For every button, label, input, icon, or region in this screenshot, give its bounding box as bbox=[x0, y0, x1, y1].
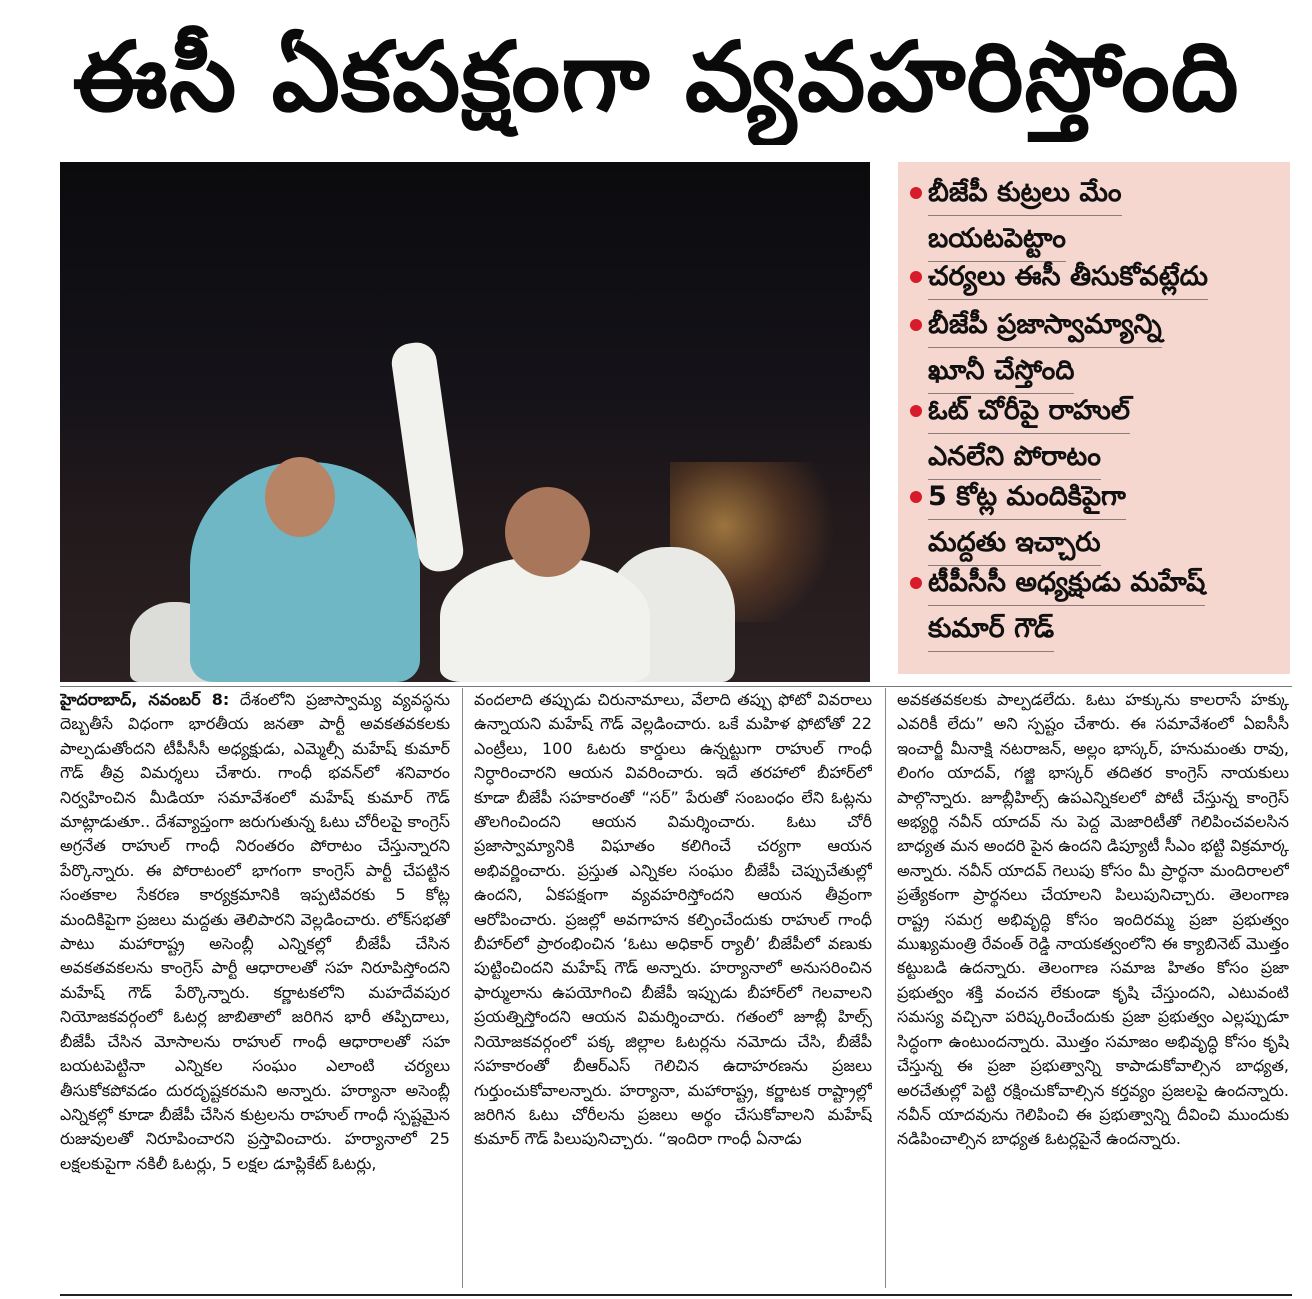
bullet-icon bbox=[910, 491, 922, 503]
bullet-icon bbox=[910, 271, 922, 283]
column-divider bbox=[462, 688, 463, 1288]
bullet-icon bbox=[910, 319, 922, 331]
highlight-line: మద్దతు ఇచ్చారు bbox=[928, 520, 1101, 566]
bottom-divider bbox=[60, 1294, 1292, 1296]
dateline: హైదరాబాద్, నవంబర్ 8: bbox=[60, 690, 230, 709]
figure-center-man-head bbox=[505, 487, 590, 577]
highlight-line: ఓట్ చోరీపై రాహుల్ bbox=[928, 388, 1130, 434]
highlight-line: బీజేపీ ప్రజాస్వామ్యాన్ని bbox=[928, 302, 1162, 348]
bullet-icon bbox=[910, 187, 922, 199]
highlight-line: బీజేపీ కుట్రలు మేం bbox=[928, 170, 1122, 216]
highlight-item bbox=[928, 302, 1278, 394]
highlight-item bbox=[928, 560, 1278, 652]
article-column-3 bbox=[897, 688, 1289, 1284]
figure-woman-head bbox=[265, 457, 335, 537]
column-divider bbox=[885, 688, 886, 1288]
highlight-line: చర్యలు ఈసీ తీసుకోవట్లేదు bbox=[928, 254, 1208, 300]
article-text-2: వందలాది తప్పుడు చిరునామాలు, వేలాది తప్పు ఫోటో వివరాలు ఉన్నాయని మహేష్ గౌడ్ వెల్లడించారు. ఒకే మహిళ ఫోటోతో 22 ఎంట్రీలు, 100 ఓటరు కార్డులు ఉన్నట్టుగా రాహుల్ గాంధీ నిర్ధారించారని ఆయన వివరించారు. ఇదే తరహాలో బీహార్‌లో కూడా బీజేపీ సహకారంతో “సర్” పేరుతో సంబంధం లేని ఓట్లను తొలగించిందని ఆయన విమర్శించారు. ఓటు చోరీ ప్రజాస్వామ్యానికి విఘాతం కలిగించే చర్యగా ఆయన అభివర్ణించారు. ప్రస్తుత ఎన్నికల సంఘం బీజేపీ చెప్పుచేతుల్లో ఉందని, ఏకపక్షంగా వ్యవహరిస్తోందని ఆయన తీవ్రంగా ఆరోపించారు. ప్రజల్లో అవగాహన కల్పించేందుకు రాహుల్ గాంధీ బీహార్‌లో ప్రారంభించిన ‘ఓటు అధికార్ ర్యాలీ’ బీజేపీలో వణుకు పుట్టించిందని మహేష్ గౌడ్ అన్నారు. హర్యానాలో అనుసరించిన ఫార్ములాను ఉపయోగించి బీజేపీ ఇప్పుడు బీహార్‌లో గెలవాలని ప్రయత్నిస్తోందని ఆయన విమర్శించారు. గతంలో జూబ్లీ హిల్స్ నియోజకవర్గంలో పక్క జిల్లాల ఓటర్లను నమోదు చేసి, బీజేపీ సహకారంతో బీఆర్ఎస్ గెలిచిన ఉదాహరణను ప్రజలు గుర్తుంచుకోవాలన్నారు. హర్యానా, మహారాష్ట్ర, కర్ణాటక రాష్ట్రాల్లో జరిగిన ఓటు చోరీలను ప్రజలు అర్థం చేసుకోవాలని మహేష్ కుమార్ గౌడ్ పిలుపునిచ్చారు. “ఇందిరా గాంధీ ఏనాడు bbox=[474, 690, 872, 1149]
top-divider bbox=[60, 686, 1292, 687]
highlight-item bbox=[928, 254, 1278, 300]
highlight-line: ఎనలేని పోరాటం bbox=[928, 434, 1101, 480]
highlight-line: 5 కోట్ల మందికిపైగా bbox=[928, 474, 1126, 520]
highlight-line: టీపీసీసీ అధ్యక్షుడు మహేష్ bbox=[928, 560, 1205, 606]
news-photo bbox=[60, 162, 870, 682]
highlight-line: కుమార్ గౌడ్ bbox=[928, 606, 1054, 652]
highlight-item bbox=[928, 474, 1278, 566]
highlight-item bbox=[928, 388, 1278, 480]
article-text-3: అవకతవకలకు పాల్పడలేదు. ఓటు హక్కును కాలరాసే హక్కు ఎవరికీ లేదు” అని స్పష్టం చేశారు. ఈ సమావేశంలో ఏఐసీసీ ఇంచార్జీ మీనాక్షి నటరాజన్, అల్లం భాస్కర్, హనుమంతు రావు, లింగం యాదవ్, గజ్జి భాస్కర్ తదితర కాంగ్రెస్ నాయకులు పాల్గొన్నారు. జూబ్లీహిల్స్ ఉపఎన్నికలలో పోటీ చేస్తున్న కాంగ్రెస్ అభ్యర్థి నవీన్ యాదవ్ ను పెద్ద మెజారిటీతో గెలిపించవలసిన బాధ్యత మన అందరి పైన ఉందని డిప్యూటీ సీఎం భట్టి విక్రమార్క అన్నారు. నవీన్ యాదవ్ గెలుపు కోసం మీ ప్రార్థనా మందిరాలలో ప్రత్యేకంగా ప్రార్థనలు చేయాలని పిలుపునిచ్చారు. తెలంగాణ రాష్ట్ర సమగ్ర అభివృద్ధి కోసం ఇందిరమ్మ ప్రజా ప్రభుత్వం ముఖ్యమంత్రి రేవంత్ రెడ్డి నాయకత్వంలోని ఈ క్యాబినెట్ మొత్తం కట్టుబడి ఉదన్నారు. తెలంగాణ సమాజ హితం కోసం ప్రజా ప్రభుత్వం శక్తి వంచన లేకుండా కృషి చేస్తుందని, ఎటువంటి సమస్య వచ్చినా పరిష్కరించేందుకు ప్రజా ప్రభుత్వం ఎల్లప్పుడూ సిద్ధంగా ఉంటుందన్నారు. మొత్తం సమాజం అభివృద్ధి కోసం కృషి చేస్తున్న ఈ ప్రజా ప్రభుత్వాన్ని కాపాడుకోవాల్సిన బాధ్యత, అరచేతుల్లో పెట్టి రక్షించుకోవాల్సిన కర్తవ్యం ప్రజలపై ఉందన్నారు. నవీన్ యాదవును గెలిపించి ఈ ప్రభుత్వాన్ని దీవించి ముందుకు నడిపించాల్సిన బాధ్యత ఓటర్లపైనే ఉందన్నారు. bbox=[897, 690, 1289, 1149]
article-text-1: దేశంలోని ప్రజాస్వామ్య వ్యవస్థను దెబ్బతీసే విధంగా భారతీయ జనతా పార్టీ అవకతవకలకు పాల్పడుతోందని టీపీసీసీ అధ్యక్షుడు, ఎమ్మెల్సీ మహేష్ కుమార్ గౌడ్ తీవ్ర విమర్శలు చేశారు. గాంధీ భవన్‌లో శనివారం నిర్వహించిన మీడియా సమావేశంలో మహేష్ కుమార్ గౌడ్ మాట్లాడుతూ.. దేశవ్యాప్తంగా జరుగుతున్న ఓటు చోరీలపై కాంగ్రెస్ అగ్రనేత రాహుల్ గాంధీ నిరంతరం పోరాటం చేస్తున్నారని పేర్కొన్నారు. ఈ పోరాటంలో భాగంగా కాంగ్రెస్ పార్టీ చేపట్టిన సంతకాల సేకరణ కార్యక్రమానికి ఇప్పటివరకు 5 కోట్ల మందికిపైగా ప్రజలు మద్దతు తెలిపారని వెల్లడించారు. లోక్‌సభతో పాటు మహారాష్ట్ర అసెంబ్లీ ఎన్నికల్లో బీజేపీ చేసిన అవకతవకలను కాంగ్రెస్ పార్టీ ఆధారాలతో సహ నిరూపిస్తోందని మహేష్ గౌడ్ పేర్కొన్నారు. కర్ణాటకలోని మహదేవపుర నియోజకవర్గంలో ఓటర్ల జాబితాలో జరిగిన భారీ తప్పిదాలు, బీజేపీ చేసిన మోసాలను రాహుల్ గాంధీ ఆధారాలతో సహ బయటపెట్టినా ఎన్నికల సంఘం ఎలాంటి చర్యలు తీసుకోకపోవడం దురదృష్టకరమని అన్నారు. హర్యానా అసెంబ్లీ ఎన్నికల్లో కూడా బీజేపీ చేసిన కుట్రలను రాహుల్ గాంధీ స్పష్టమైన రుజువులతో నిరూపించారని ప్రస్తావించారు. హర్యానాలో 25 లక్షలకుపైగా నకిలీ ఓటర్లు, 5 లక్షల డూప్లికేట్ ఓటర్లు, bbox=[60, 690, 450, 1173]
bullet-icon bbox=[910, 405, 922, 417]
highlights-box bbox=[898, 162, 1290, 674]
article-column-2 bbox=[474, 688, 872, 1284]
article-column-1 bbox=[60, 688, 450, 1284]
highlight-line: ఖూనీ చేస్తోంది bbox=[928, 348, 1074, 394]
highlight-item bbox=[928, 170, 1278, 262]
bullet-icon bbox=[910, 577, 922, 589]
highlight-line: బయటపెట్టాం bbox=[928, 216, 1066, 262]
headline: ఈసీ ఏకపక్షంగా వ్యవహరిస్తోంది bbox=[72, 21, 1240, 133]
